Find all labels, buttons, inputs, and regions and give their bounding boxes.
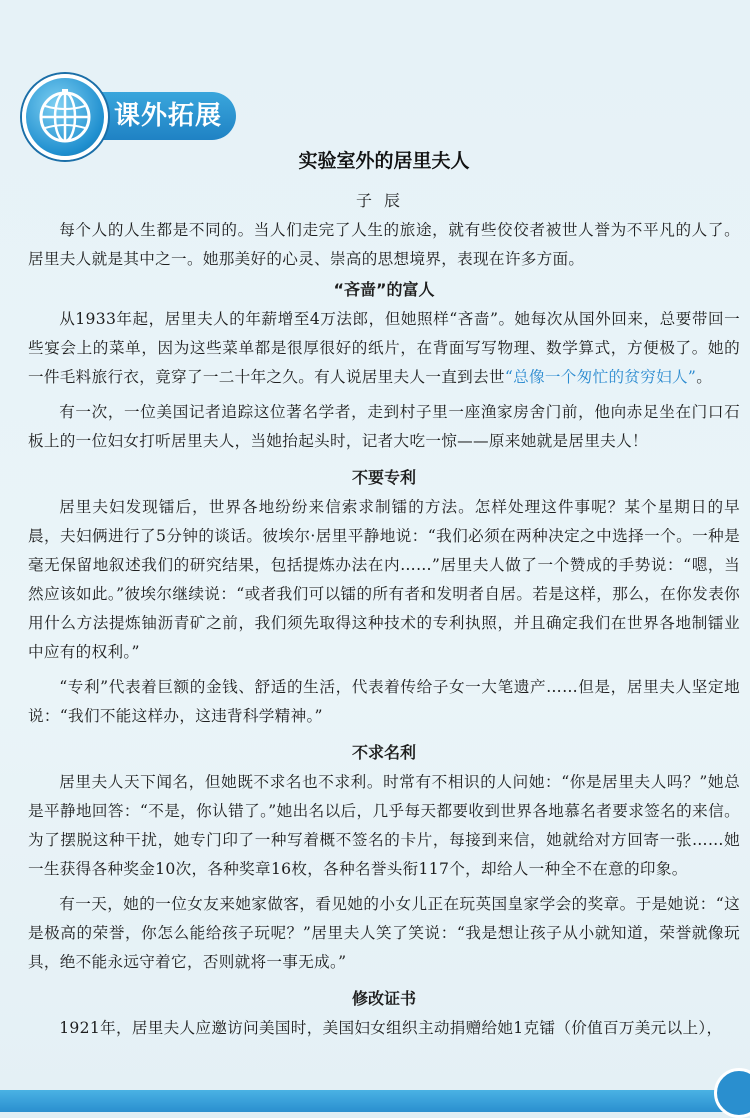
footer-bar — [0, 1090, 750, 1112]
intro-paragraph: 每个人的人生都是不同的。当人们走完了人生的旅途，就有些佼佼者被世人誉为不平凡的人了。居里夫人就是其中之一。她那美好的心灵、崇高的思想境界，表现在许多方面。 — [28, 221, 740, 268]
section-heading: “吝啬”的富人 — [333, 280, 435, 299]
section-paragraph — [28, 768, 740, 884]
section-heading: 不要专利 — [351, 468, 416, 487]
section-heading: 修改证书 — [351, 989, 416, 1008]
paragraph-gap — [28, 977, 740, 983]
paragraph-text: “专利”代表着巨额的金钱、舒适的生活，代表着传给子女一大笔遗产……但是，居里夫人坚定地说：“我们不能这样办，这违背科学精神。” — [28, 678, 740, 725]
section-paragraph — [28, 493, 740, 667]
paragraph-gap — [28, 456, 740, 462]
paragraph-text: 有一天，她的一位女友来她家做客，看见她的小女儿正在玩英国皇家学会的奖章。于是她说：“这是极高的荣誉，你怎么能给孩子玩呢？”居里夫人笑了笑说：“我是想让孩子从小就知道，荣誉就像玩具，绝不能永远守着它，否则就将一事无成。” — [28, 895, 740, 971]
paragraph-gap — [28, 1043, 740, 1049]
article — [28, 140, 740, 1049]
paragraph-text: 居里夫妇发现镭后，世界各地纷纷来信索求制镭的方法。怎样处理这件事呢？某个星期日的早晨，夫妇俩进行了5分钟的谈话。彼埃尔·居里平静地说：“我们必须在两种决定之中选择一个。一种是毫无保留地叙述我们的研究结果，包括提炼办法在内……”居里夫人做了一个赞成的手势说：“嗯，当然应该如此。”彼埃尔继续说：“或者我们可以镭的所有者和发明者自居。若是这样，那么，在你发表你用什么方法提炼铀沥青矿之前，我们须先取得这种技术的专利执照，并且确定我们在世界各地制镭业中应有的权利。” — [28, 498, 740, 661]
paragraph-gap — [28, 731, 740, 737]
article-author: 子辰 — [355, 191, 412, 210]
badge-label: 课外拓展 — [86, 92, 236, 140]
section-paragraph — [28, 305, 740, 392]
section-paragraph — [28, 673, 740, 731]
section-paragraph — [28, 1014, 740, 1043]
paragraph-text: 从1933年起，居里夫人的年薪增至4万法郎，但她照样“吝啬”。她每次从国外回来，总要带回一些宴会上的菜单，因为这些菜单都是很厚很好的纸片，在背面写写物理、数学算式，方便极了。她的一件毛料旅行衣，竟穿了一二十年之久。有人说居里夫人一直到去世 — [28, 310, 740, 386]
section-paragraph — [28, 398, 740, 456]
highlighted-quote: “总像一个匆忙的贫穷妇人” — [504, 368, 697, 386]
paragraph-text: 。 — [696, 368, 713, 386]
paragraph-text: 1921年，居里夫人应邀访问美国时，美国妇女组织主动捐赠给她1克镭（价值百万美元以上）， — [59, 1019, 723, 1037]
article-sections — [28, 276, 740, 1049]
section-heading: 不求名利 — [351, 743, 416, 762]
reverse-side-bleed: ⠀ — [620, 78, 630, 92]
paragraph-text: 有一次，一位美国记者追踪这位著名学者，走到村子里一座渔家房舍门前，他向赤足坐在门口石板上的一位妇女打听居里夫人，当她抬起头时，记者大吃一惊——原来她就是居里夫人！ — [28, 403, 740, 450]
section-paragraph — [28, 890, 740, 977]
paragraph-text: 居里夫人天下闻名，但她既不求名也不求利。时常有不相识的人问她：“你是居里夫人吗？”她总是平静地回答：“不是，你认错了。”她出名以后，几乎每天都要收到世界各地慕名者要求签名的来信。为了摆脱这种干扰，她专门印了一种写着概不签名的卡片，每接到来信，她就给对方回寄一张……她一生获得各种奖金10次，各种奖章16枚，各种名誉头衔117个，却给人一种全不在意的印象。 — [28, 773, 740, 878]
article-title: 实验室外的居里夫人 — [298, 150, 470, 172]
